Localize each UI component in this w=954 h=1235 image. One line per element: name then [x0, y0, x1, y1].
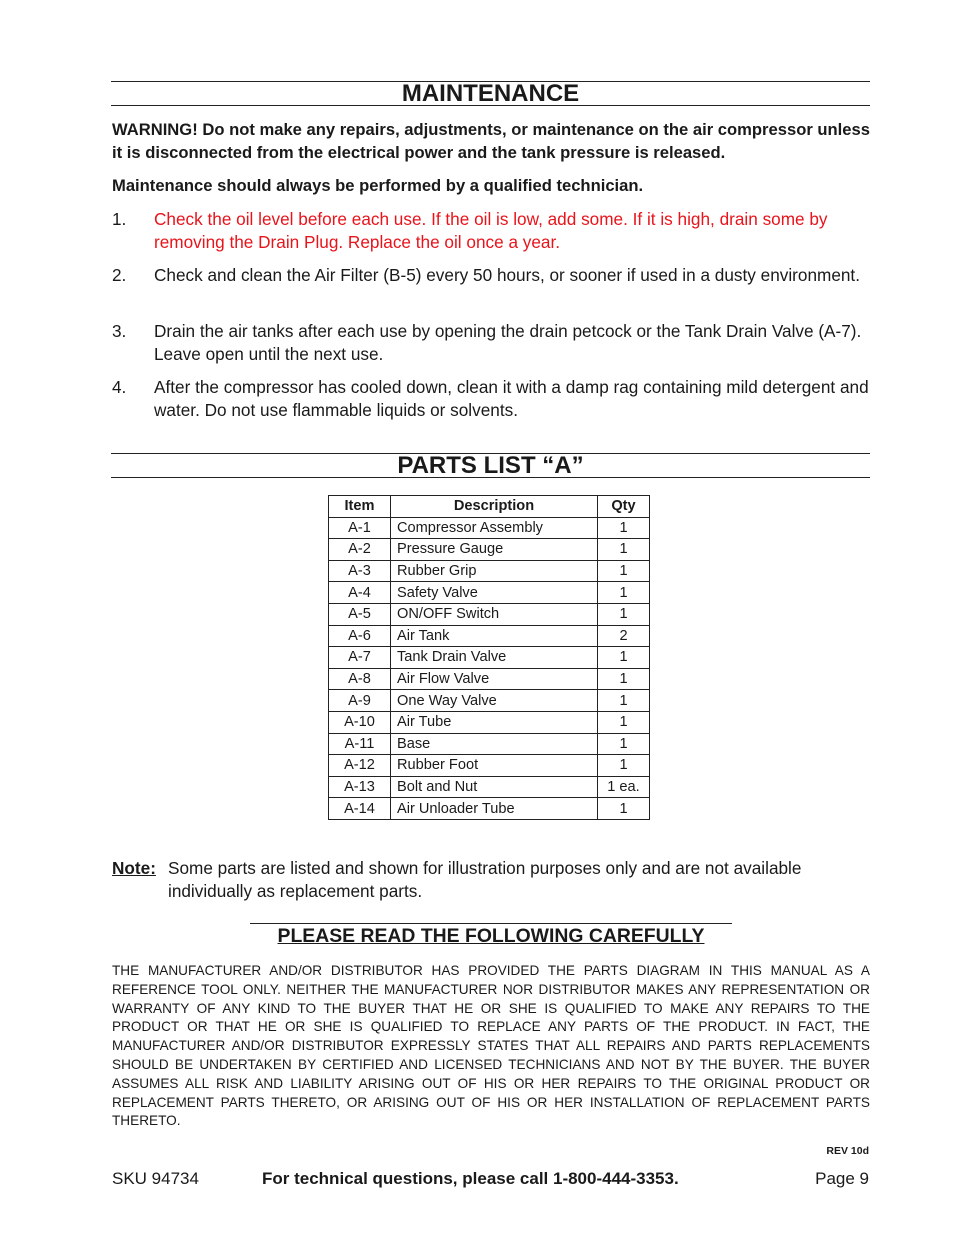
- cell-item: A-5: [329, 603, 391, 625]
- cell-description: Rubber Foot: [391, 755, 598, 777]
- maintenance-item-1: [112, 208, 872, 254]
- cell-description: Compressor Assembly: [391, 517, 598, 539]
- cell-description: Air Flow Valve: [391, 668, 598, 690]
- cell-item: A-7: [329, 647, 391, 669]
- cell-item: A-2: [329, 539, 391, 561]
- table-row: [329, 539, 650, 561]
- cell-item: A-8: [329, 668, 391, 690]
- revision-label: REV 10d: [826, 1145, 869, 1157]
- cell-qty: 2: [598, 625, 650, 647]
- table-header-row: [329, 496, 650, 518]
- cell-qty: 1: [598, 582, 650, 604]
- table-row: [329, 560, 650, 582]
- cell-description: Rubber Grip: [391, 560, 598, 582]
- cell-description: Air Tank: [391, 625, 598, 647]
- cell-description: Tank Drain Valve: [391, 647, 598, 669]
- parts-table: [328, 495, 650, 820]
- cell-item: A-11: [329, 733, 391, 755]
- table-row: [329, 603, 650, 625]
- maintenance-bottom-rule: [111, 105, 870, 106]
- item-number: 3.: [112, 321, 127, 341]
- cell-qty: 1: [598, 798, 650, 820]
- cell-qty: 1: [598, 690, 650, 712]
- parts-title: PARTS LIST “A”: [397, 452, 584, 479]
- table-row: [329, 711, 650, 733]
- cell-item: A-6: [329, 625, 391, 647]
- item-text: Check and clean the Air Filter (B-5) every 50 hours, or sooner if used in a dusty environment.: [154, 265, 860, 285]
- maintenance-item-2: [112, 264, 872, 310]
- table-row: [329, 690, 650, 712]
- table-row: [329, 733, 650, 755]
- item-number: 1.: [112, 209, 127, 229]
- cell-description: Safety Valve: [391, 582, 598, 604]
- cell-qty: 1: [598, 560, 650, 582]
- cell-item: A-9: [329, 690, 391, 712]
- cell-qty: 1 ea.: [598, 776, 650, 798]
- parts-bottom-rule: [111, 477, 870, 478]
- cell-qty: 1: [598, 539, 650, 561]
- cell-qty: 1: [598, 733, 650, 755]
- item-number: 2.: [112, 265, 127, 285]
- table-row: [329, 798, 650, 820]
- item-text: Check the oil level before each use. If the oil is low, add some. If it is high, drain some by removing the Drain Plug. Replace the oil once a year.: [154, 209, 828, 252]
- table-row: [329, 517, 650, 539]
- item-text: After the compressor has cooled down, clean it with a damp rag containing mild detergent and water. Do not use flammable liquids or solvents.: [154, 377, 869, 420]
- cell-description: Bolt and Nut: [391, 776, 598, 798]
- cell-item: A-4: [329, 582, 391, 604]
- footer-sku: SKU 94734: [112, 1169, 199, 1188]
- cell-qty: 1: [598, 668, 650, 690]
- cell-item: A-14: [329, 798, 391, 820]
- header-qty: Qty: [598, 496, 650, 518]
- cell-description: Air Tube: [391, 711, 598, 733]
- cell-qty: 1: [598, 711, 650, 733]
- cell-description: ON/OFF Switch: [391, 603, 598, 625]
- table-row: [329, 776, 650, 798]
- cell-item: A-3: [329, 560, 391, 582]
- please-title: PLEASE READ THE FOLLOWING CAREFULLY: [277, 925, 705, 947]
- cell-item: A-12: [329, 755, 391, 777]
- header-item: Item: [329, 496, 391, 518]
- maintenance-title: MAINTENANCE: [401, 80, 580, 107]
- item-text: Drain the air tanks after each use by opening the drain petcock or the Tank Drain Valve (A-7). Leave open until the next use.: [154, 321, 862, 364]
- maintenance-item-4: [112, 376, 872, 422]
- cell-item: A-10: [329, 711, 391, 733]
- table-row: [329, 582, 650, 604]
- table-row: [329, 755, 650, 777]
- item-number: 4.: [112, 377, 127, 397]
- cell-item: A-1: [329, 517, 391, 539]
- qualified-text: Maintenance should always be performed by a qualified technician.: [112, 176, 644, 195]
- footer-page-number: Page 9: [815, 1169, 869, 1188]
- note-text: Some parts are listed and shown for illustration purposes only and are not available individually as replacement parts.: [168, 858, 802, 901]
- footer-tech-line: For technical questions, please call 1-800-444-3353.: [262, 1169, 679, 1188]
- disclaimer-text: THE MANUFACTURER AND/OR DISTRIBUTOR HAS PROVIDED THE PARTS DIAGRAM IN THIS MANUAL AS A REFERENCE TOOL ONLY. NEITHER THE MANUFACTURER NOR DISTRIBUTOR MAKES ANY REPRESENTATION OR WARRANTY OF ANY KIND TO THE BUYER THAT HE OR SHE IS QUALIFIED TO MAKE ANY REPAIRS TO THE PRODUCT OR THAT HE OR SHE IS QUALIFIED TO REPLACE ANY PARTS OF THE PRODUCT. IN FACT, THE MANUFACTURER AND/OR DISTRIBUTOR EXPRESSLY STATES THAT ALL REPAIRS AND PARTS REPLACEMENTS SHOULD BE UNDERTAKEN BY CERTIFIED AND LICENSED TECHNICIANS AND NOT BY THE BUYER. THE BUYER ASSUMES ALL RISK AND LIABILITY ARISING OUT OF HIS OR HER REPAIRS TO THE ORIGINAL PRODUCT OR REPLACEMENT PARTS THERETO, OR ARISING OUT OF HIS OR HER INSTALLATION OF REPLACEMENT PARTS THERETO.: [112, 963, 870, 1129]
- cell-description: Pressure Gauge: [391, 539, 598, 561]
- header-description: Description: [391, 496, 598, 518]
- cell-qty: 1: [598, 517, 650, 539]
- warning-text: WARNING! Do not make any repairs, adjustments, or maintenance on the air compressor unless it is disconnected from the electrical power and the tank pressure is released.: [112, 120, 870, 162]
- cell-qty: 1: [598, 755, 650, 777]
- maintenance-item-3: [112, 320, 872, 366]
- cell-qty: 1: [598, 603, 650, 625]
- cell-description: Air Unloader Tube: [391, 798, 598, 820]
- table-row: [329, 647, 650, 669]
- cell-description: One Way Valve: [391, 690, 598, 712]
- cell-qty: 1: [598, 647, 650, 669]
- table-row: [329, 625, 650, 647]
- table-row: [329, 668, 650, 690]
- cell-item: A-13: [329, 776, 391, 798]
- cell-description: Base: [391, 733, 598, 755]
- note-label: Note:: [112, 858, 156, 878]
